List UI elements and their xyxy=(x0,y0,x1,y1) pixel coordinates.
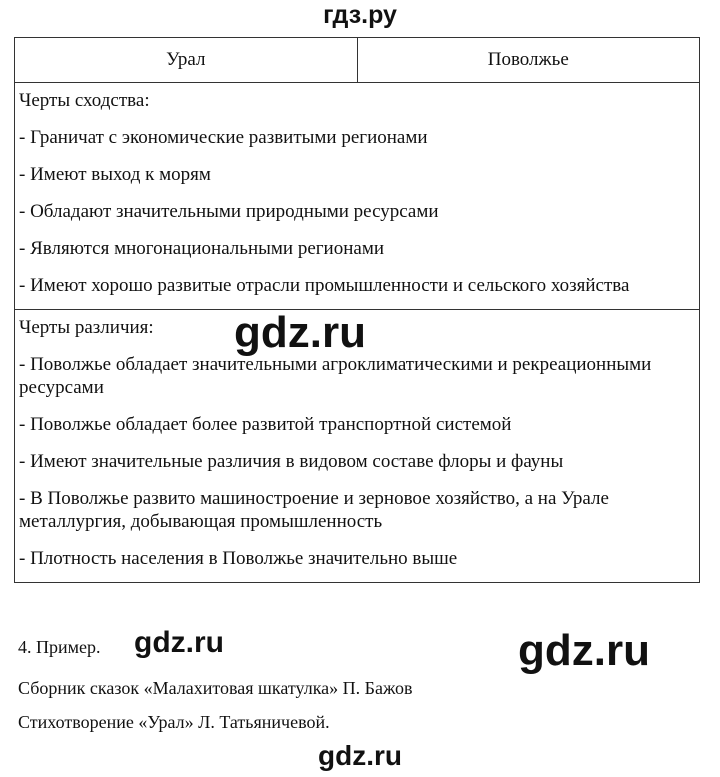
example-heading: 4. Пример. xyxy=(18,637,101,657)
difference-item: - Плотность населения в Поволжье значительно выше xyxy=(19,548,458,569)
differences-title: Черты различия: xyxy=(19,317,154,338)
difference-item: - Поволжье обладает значительными агроклиматическими и рекреационными ресурсами xyxy=(19,354,652,398)
difference-item: - В Поволжье развито машиностроение и зерновое хозяйство, а на Урале металлургия, добывающая промышленность xyxy=(19,488,609,532)
table-header-row xyxy=(15,38,699,83)
column-header-volga: Поволжье xyxy=(357,38,700,82)
site-header: гдз.ру xyxy=(323,1,397,29)
similarity-item: - Являются многонациональными регионами xyxy=(19,238,385,259)
similarity-item: - Граничат с экономические развитыми регионами xyxy=(19,127,428,148)
similarity-item: - Имеют выход к морям xyxy=(19,164,211,185)
similarities-title: Черты сходства: xyxy=(19,90,150,111)
watermark-logo: gdz.ru xyxy=(234,308,366,357)
example-line: Сборник сказок «Малахитовая шкатулка» П. Бажов xyxy=(18,678,413,698)
difference-item: - Имеют значительные различия в видовом составе флоры и фауны xyxy=(19,451,564,472)
difference-item: - Поволжье обладает более развитой транспортной системой xyxy=(19,414,512,435)
watermark-logo: gdz.ru xyxy=(134,626,224,659)
column-header-ural: Урал xyxy=(166,49,206,70)
watermark-logo: gdz.ru xyxy=(518,626,650,675)
watermark-logo: gdz.ru xyxy=(318,740,402,771)
example-line: Стихотворение «Урал» Л. Татьяничевой. xyxy=(18,712,330,732)
similarity-item: - Обладают значительными природными ресурсами xyxy=(19,201,439,222)
similarity-item: - Имеют хорошо развитые отрасли промышленности и сельского хозяйства xyxy=(19,275,630,296)
similarities-section xyxy=(15,83,699,309)
